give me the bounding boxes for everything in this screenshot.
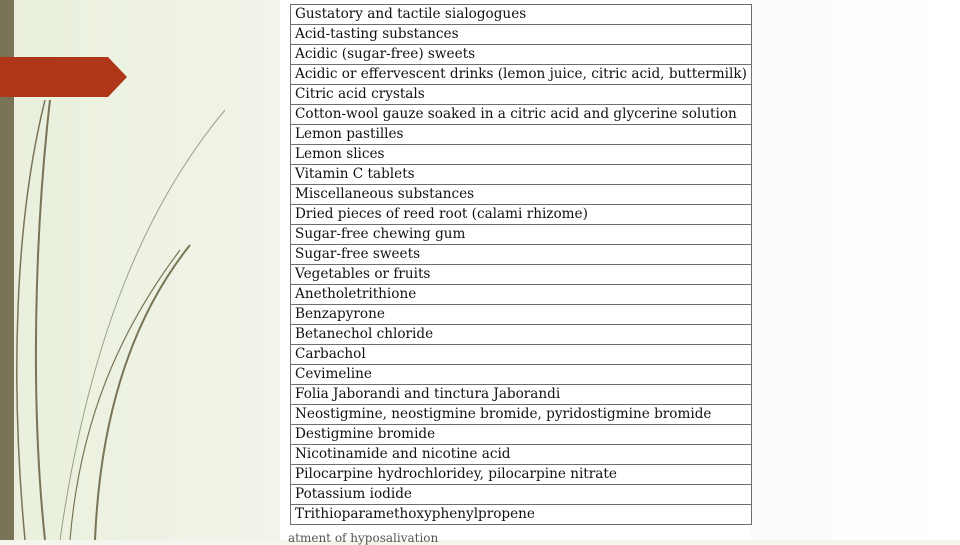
table-row <box>291 5 752 25</box>
table-cell: Potassium iodide <box>291 485 752 505</box>
table-cell: Lemon pastilles <box>291 125 752 145</box>
table-cell: Acidic (sugar-free) sweets <box>291 45 752 65</box>
table-row <box>291 205 752 225</box>
table-caption: atment of hyposalivation <box>288 531 439 545</box>
table-row <box>291 185 752 205</box>
table-cell: Acid-tasting substances <box>291 25 752 45</box>
table-row <box>291 485 752 505</box>
table-row <box>291 405 752 425</box>
table-card <box>280 0 750 540</box>
table-row <box>291 85 752 105</box>
table-row <box>291 285 752 305</box>
table-cell: Sugar-free sweets <box>291 245 752 265</box>
table-row <box>291 225 752 245</box>
table-row <box>291 265 752 285</box>
table-row <box>291 425 752 445</box>
table-cell: Miscellaneous substances <box>291 185 752 205</box>
table-cell: Folia Jaborandi and tinctura Jaborandi <box>291 385 752 405</box>
table-row <box>291 365 752 385</box>
table-row <box>291 445 752 465</box>
table-cell: Vegetables or fruits <box>291 265 752 285</box>
table-cell: Neostigmine, neostigmine bromide, pyridostigmine bromide <box>291 405 752 425</box>
table-row <box>291 325 752 345</box>
table-row <box>291 505 752 525</box>
table-row <box>291 345 752 365</box>
table-cell: Acidic or effervescent drinks (lemon juice, citric acid, buttermilk) <box>291 65 752 85</box>
table-cell: Benzapyrone <box>291 305 752 325</box>
table-row <box>291 25 752 45</box>
table-cell: Carbachol <box>291 345 752 365</box>
table-cell: Betanechol chloride <box>291 325 752 345</box>
table-row <box>291 305 752 325</box>
table-cell: Trithioparamethoxyphenylpropene <box>291 505 752 525</box>
table-cell: Dried pieces of reed root (calami rhizome) <box>291 205 752 225</box>
decorative-swoosh-lines <box>0 0 300 540</box>
table-cell: Lemon slices <box>291 145 752 165</box>
table-row <box>291 245 752 265</box>
table-row <box>291 45 752 65</box>
table-cell: Gustatory and tactile sialogogues <box>291 5 752 25</box>
table-cell: Anetholetrithione <box>291 285 752 305</box>
table-cell: Cotton-wool gauze soaked in a citric acid and glycerine solution <box>291 105 752 125</box>
table-row <box>291 385 752 405</box>
table-row <box>291 65 752 85</box>
table-cell: Sugar-free chewing gum <box>291 225 752 245</box>
table-row <box>291 165 752 185</box>
table-cell: Cevimeline <box>291 365 752 385</box>
table-row <box>291 145 752 165</box>
sialogogues-table <box>290 4 752 525</box>
table-cell: Citric acid crystals <box>291 85 752 105</box>
table-cell: Vitamin C tablets <box>291 165 752 185</box>
table-cell: Pilocarpine hydrochloridey, pilocarpine nitrate <box>291 465 752 485</box>
table-cell: Nicotinamide and nicotine acid <box>291 445 752 465</box>
table-cell: Destigmine bromide <box>291 425 752 445</box>
table-row <box>291 105 752 125</box>
table-row <box>291 125 752 145</box>
table-row <box>291 465 752 485</box>
